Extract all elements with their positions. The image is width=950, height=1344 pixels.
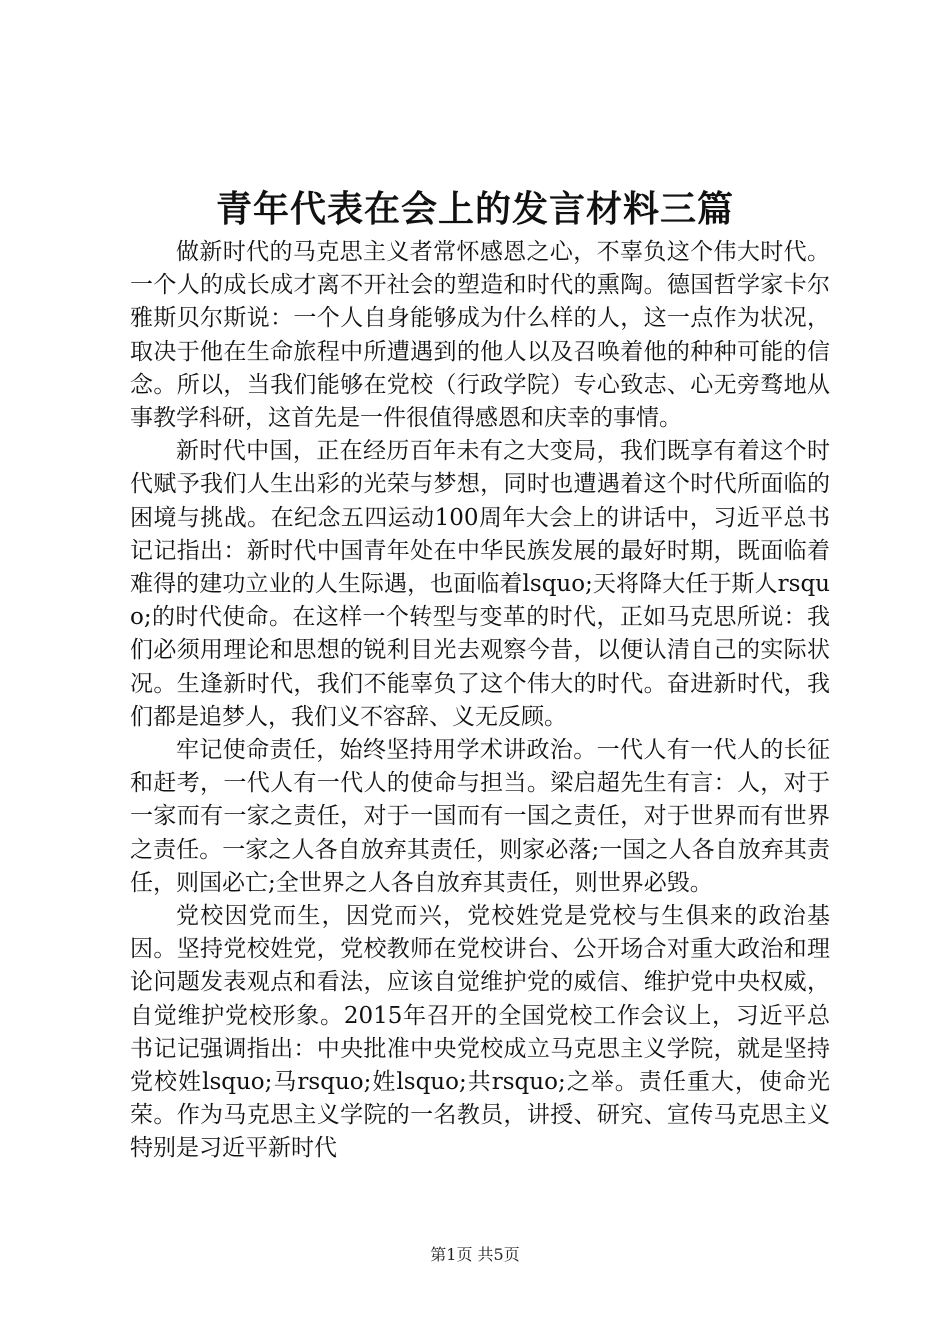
paragraph-1: 做新时代的马克思主义者常怀感恩之心，不辜负这个伟大时代。一个人的成长成才离不开社会的塑造和时代的熏陶。德国哲学家卡尔雅斯贝尔斯说：一个人自身能够成为什么样的人，这一点作为状况，取决于他在生命旅程中所遭遇到的他人以及召唤着他的种种可能的信念。所以，当我们能够在党校（行政学院）专心致志、心无旁骛地从事教学科研，这首先是一件很值得感恩和庆幸的事情。 bbox=[130, 239, 830, 432]
paragraph-3: 牢记使命责任，始终坚持用学术讲政治。一代人有一代人的长征和赶考，一代人有一代人的使命与担当。梁启超先生有言：人，对于一家而有一家之责任，对于一国而有一国之责任，对于世界而有世界之责任。一家之人各自放弃其责任，则家必落;一国之人各自放弃其责任，则国必亡;全世界之人各自放弃其责任，则世界必毁。 bbox=[130, 737, 830, 896]
paragraph-4: 党校因党而生，因党而兴，党校姓党是党校与生俱来的政治基因。坚持党校姓党，党校教师在党校讲台、公开场合对重大政治和理论问题发表观点和看法，应该自觉维护党的威信、维护党中央权威，自觉维护党校形象。2015年召开的全国党校工作会议上，习近平总书记记强调指出：中央批准中央党校成立马克思主义学院，就是坚持党校姓lsquo;马rsquo;姓lsquo;共rsquo;之举。责任重大，使命光荣。作为马克思主义学院的一名教员，讲授、研究、宣传马克思主义特别是习近平新时代 bbox=[130, 903, 830, 1162]
document-body bbox=[130, 236, 830, 1166]
page-number-footer: 第1页 共5页 bbox=[430, 1245, 520, 1264]
paragraph-2: 新时代中国，正在经历百年未有之大变局，我们既享有着这个时代赋予我们人生出彩的光荣与梦想，同时也遭遇着这个时代所面临的困境与挑战。在纪念五四运动100周年大会上的讲话中，习近平总书记记指出：新时代中国青年处在中华民族发展的最好时期，既面临着难得的建功立业的人生际遇，也面临着lsquo;天将降大任于斯人rsquo;的时代使命。在这样一个转型与变革的时代，正如马克思所说：我们必须用理论和思想的锐利目光去观察今昔，以便认清自己的实际状况。生逢新时代，我们不能辜负了这个伟大的时代。奋进新时代，我们都是追梦人，我们义不容辞、义无反顾。 bbox=[130, 438, 830, 730]
document-title: 青年代表在会上的发言材料三篇 bbox=[215, 188, 734, 230]
